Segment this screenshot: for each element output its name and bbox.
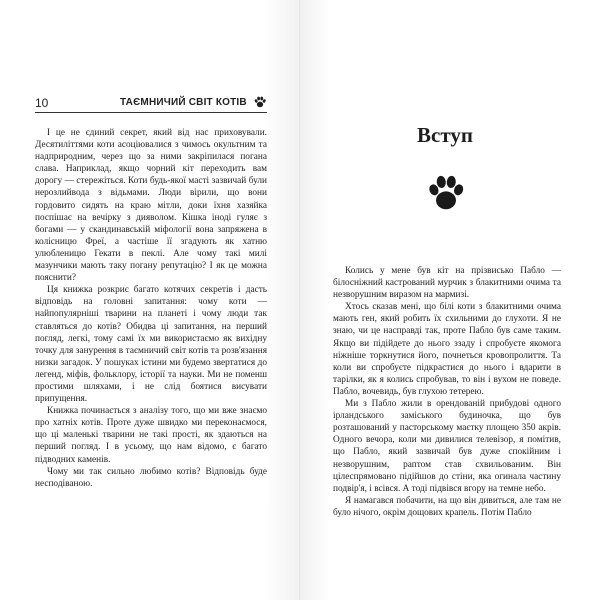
chapter-title: Вступ (417, 123, 473, 147)
paragraph: Чому ми так сильно любимо котів? Відповідь буде несподіваною. (35, 466, 267, 489)
running-title: ТАЄМНИЧИЙ СВІТ КОТІВ (120, 97, 247, 108)
running-head-rule (35, 112, 267, 113)
paragraph: Книжка починається з аналізу того, що ми вже знаємо про хатніх котів. Проте дуже швидко ми переконаємося, що ці маленькі тварини не такі прості, як здаються на перший погляд. І в усьому, що нам відомо, є багато підводних каменів. (35, 406, 267, 465)
page-number: 10 (35, 96, 49, 110)
paragraph: Колись у мене був кіт на прізвисько Пабло — білосніжний кастрований мурчик з блакитними очима та незворушним виразом на мармизі. (333, 266, 561, 301)
paragraph: Ця книжка розкриє багато котячих секретів і дасть відповідь на головні запитання: чому коти — найпопулярніші тварини на планеті і чому люди так ставляться до котів? Обидва ці запитання, на перший погляд, легкі, тому самі їх ми використаємо як вихідну точку для занурення в таємничий світ котів та розв'язання низки загадок. У пошуках істини ми будемо звертатися до легенд, міфів, фольклору, історії та науки. Ми не поменш простими шляхами, і не слід боятися висувати припущення. (35, 285, 267, 405)
paw-print-icon (425, 172, 467, 214)
paragraph: Я намагався побачити, на що він дивиться, але там не було нічого, окрім дощових крапель. Потім Пабло (333, 495, 561, 518)
paragraph: Хтось сказав мені, що білі коти з блакитними очима мають ген, який робить їх схильними до глухоти. Я не знаю, чи це насправді так, проте Пабло був саме таким. Якщо ви підійдете до нього ззаду і спробуєте якомога ніжніше торкнутися його, почнеться кровопролиття. Та коли ви спробуєте підкрастися до нього і вдарити в тарілки, як я колись спробував, то він і вухом не поведе. Пабло, вочевидь, був глухою тетерею. (333, 302, 561, 397)
right-body-text (333, 265, 561, 519)
paragraph: І це не єдиний секрет, який від нас приховували. Десятиліттями коти асоціювалися з чимось окультним та надприродним, через що за ними закріпилася погана слава. Наприклад, якщо чорний кіт переходить вам дорогу — стережіться. Коти будь-якої масті зазвичай були нерозлийвода з відьмами. Люди вірили, що вони гордовито сидять на краю мітли, доки їхня хазяйка поспішає на вечірку з дияволом. Кішка іноді гуляє з богами — у скандинавській міфології вона запряжена в колісницю Фреї, а частіше її згадують як хатню улюбленицю Гекати в пеклі. Але чому такі милі мазунчики мають таку погану репутацію? І як це можна пояснити? (35, 128, 267, 284)
paw-print-icon (253, 95, 267, 109)
paragraph: Ми з Пабло жили в орендованій прибудові одного ірландського заміського будиночка, що був розташований у пасторському маєтку площею 350 акрів. Одного вечора, коли ми дивилися телевізор, я помітив, що Пабло, який зазвичай був дуже спокійним і незворушним, раптом став схвильованим. Він цілеспрямовано підійшов до стіни, яка огинала частину подвір'я, і всівся. А тоді підвівся вгору на темне небо. (333, 399, 561, 494)
running-head (35, 96, 267, 116)
left-body-text (35, 127, 267, 490)
